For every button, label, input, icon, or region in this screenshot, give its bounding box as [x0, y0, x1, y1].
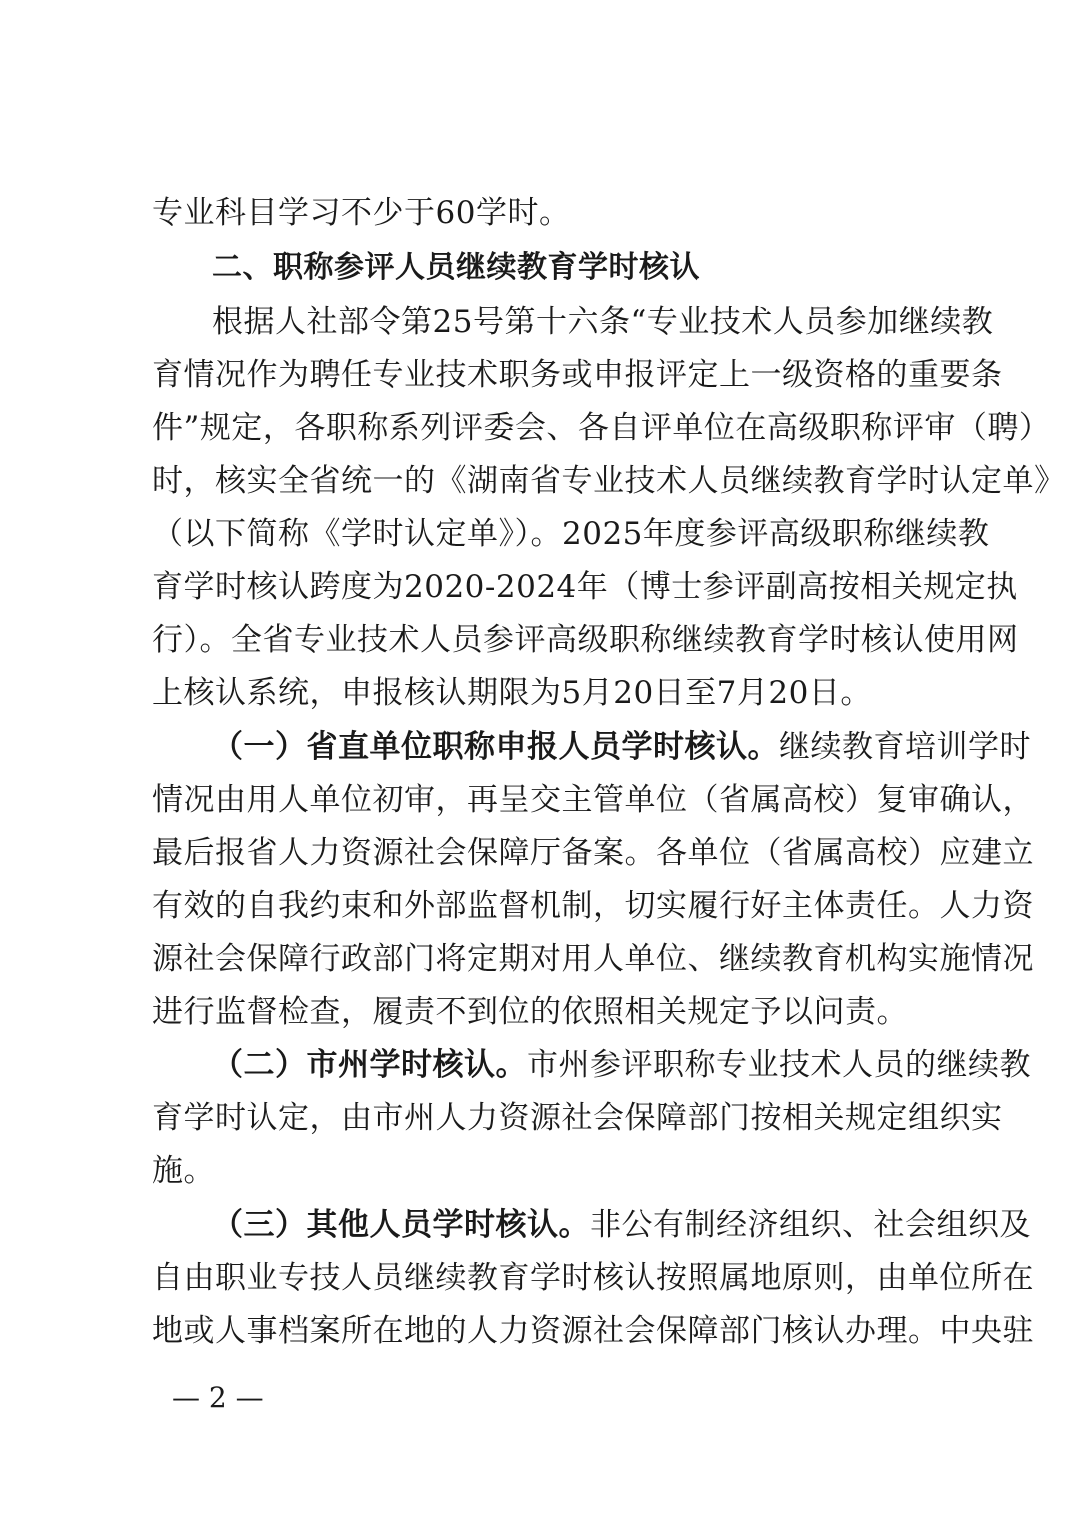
text-line: 时，核实全省统一的《湖南省专业技术人员继续教育学时认定单》: [152, 463, 1066, 499]
text-line: 进行监督检查，履责不到位的依照相关规定予以问责。: [152, 994, 908, 1030]
text-line: 地或人事档案所在地的人力资源社会保障部门核认办理。中央驻: [152, 1313, 1034, 1349]
text-line: 上核认系统，申报核认期限为5月20日至7月20日。: [152, 675, 872, 711]
text-line: 施。: [152, 1153, 215, 1189]
text-line: 育情况作为聘任专业技术职务或申报评定上一级资格的重要条: [152, 357, 1003, 393]
text-line: 情况由用人单位初审，再呈交主管单位（省属高校）复审确认，: [152, 782, 1034, 818]
text-line: [212, 1207, 1031, 1243]
text-line: 育学时认定，由市州人力资源社会保障部门按相关规定组织实: [152, 1100, 1003, 1136]
text-line: 源社会保障行政部门将定期对用人单位、继续教育机构实施情况: [152, 941, 1034, 977]
section-heading: 二、职称参评人员继续教育学时核认: [212, 250, 700, 285]
text-run: 非公有制经济组织、社会组织及: [590, 1207, 1031, 1243]
subsection-heading: （二）市州学时核认。: [212, 1047, 527, 1083]
text-line: 专业科目学习不少于60学时。: [152, 195, 571, 231]
text-line: [212, 729, 1031, 765]
text-line: 行）。全省专业技术人员参评高级职称继续教育学时核认使用网: [152, 622, 1019, 658]
subsection-heading: （一）省直单位职称申报人员学时核认。: [212, 729, 779, 765]
text-line: 根据人社部令第25号第十六条“专业技术人员参加继续教: [212, 304, 994, 340]
text-run: 市州参评职称专业技术人员的继续教: [527, 1047, 1031, 1083]
subsection-heading: （三）其他人员学时核认。: [212, 1207, 590, 1243]
page-number: — 2 —: [172, 1381, 264, 1414]
text-line: 最后报省人力资源社会保障厅备案。各单位（省属高校）应建立: [152, 835, 1034, 871]
text-line: （以下简称《学时认定单》）。2025年度参评高级职称继续教: [152, 516, 990, 552]
text-line: 育学时核认跨度为2020-2024年（博士参评副高按相关规定执: [152, 569, 1018, 605]
text-line: 自由职业专技人员继续教育学时核认按照属地原则，由单位所在: [152, 1260, 1034, 1296]
text-run: 继续教育培训学时: [779, 729, 1031, 765]
text-line: 有效的自我约束和外部监督机制，切实履行好主体责任。人力资: [152, 888, 1034, 924]
text-line: 件”规定，各职称系列评委会、各自评单位在高级职称评审（聘）: [152, 410, 1051, 446]
text-line: [212, 1047, 1031, 1083]
